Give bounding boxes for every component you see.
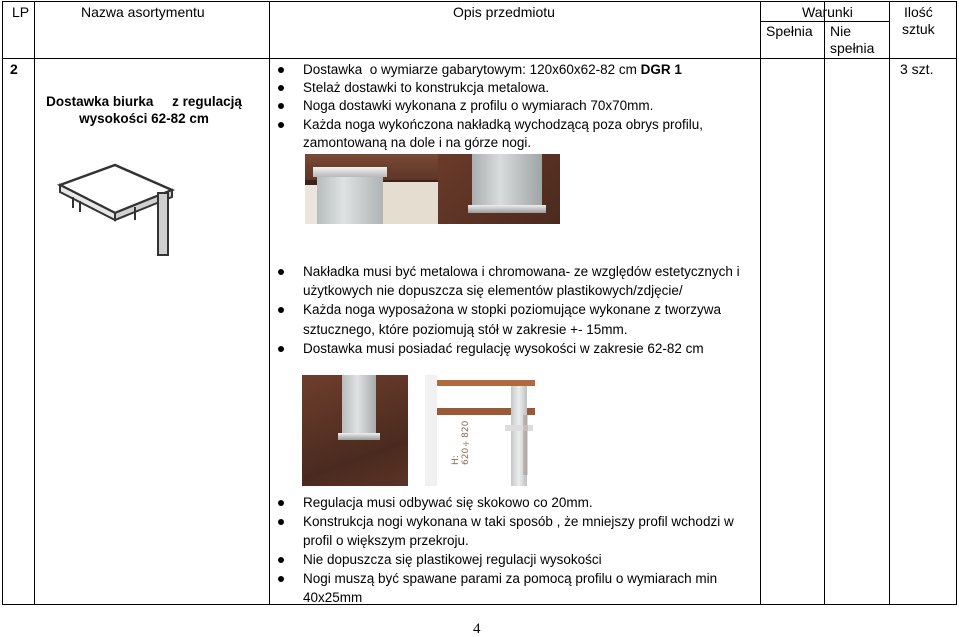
description-list-requirements: [278, 262, 768, 358]
table-border-left: [2, 1, 3, 605]
table-border-top: [2, 1, 957, 2]
list-item-bold: DGR 1: [640, 62, 682, 77]
description-list-basic: [278, 61, 748, 152]
leg-foot-photo-1: [438, 154, 560, 224]
list-item: Każda noga wyposażona w stopki poziomujące wykonane z tworzywa sztucznego, które poziomują stół w zakresie +- 15mm.: [278, 300, 768, 338]
list-item: Noga dostawki wykonana z profilu o wymiarach 70x70mm.: [278, 97, 748, 115]
header-description: Opis przedmiotu: [453, 4, 555, 20]
height-label: H: 620÷820: [451, 420, 471, 465]
header-meets: Spełnia: [766, 23, 813, 39]
leg-cap-photo-1: [305, 154, 438, 224]
header-not-meets-line2: spełnia: [830, 40, 875, 56]
header-quantity-line1: Ilość: [904, 4, 933, 20]
list-item: Stelaż dostawki to konstrukcja metalowa.: [278, 79, 748, 97]
list-item: Dostawka musi posiadać regulację wysokości w zakresie 62-82 cm: [278, 339, 768, 358]
header-conditions: Warunki: [802, 4, 853, 20]
item-name-line1: Dostawka biurka z regulacją: [46, 94, 242, 109]
row-quantity: 3 szt.: [900, 61, 934, 77]
description-list-adjustment: [278, 493, 748, 607]
header-not-meets-line1: Nie: [830, 23, 852, 39]
column-divider-lp: [34, 1, 35, 605]
header-bottom-line: [2, 58, 957, 59]
list-item: [278, 61, 748, 79]
column-divider-name: [269, 1, 270, 605]
header-quantity-line2: sztuk: [902, 21, 935, 37]
leg-floor-photo: [302, 375, 408, 486]
row-item-name: [30, 93, 258, 127]
table-diagram: [55, 160, 175, 260]
header-name: Nazwa asortymentu: [81, 4, 205, 20]
conditions-subheader-line: [761, 21, 889, 22]
list-item: Nogi muszą być spawane parami za pomocą profilu o wymiarach min 40x25mm: [278, 569, 748, 607]
page-number: 4: [473, 621, 481, 637]
list-item: Konstrukcja nogi wykonana w taki sposób , że mniejszy profil wchodzi w profil o większym przekroju.: [278, 512, 748, 550]
leg-adjustment-photo: [425, 375, 535, 486]
list-item: Regulacja musi odbywać się skokowo co 20mm.: [278, 493, 748, 512]
header-lp: LP: [12, 4, 30, 20]
list-item-text: Dostawka o wymiarze gabarytowym: 120x60x62-82 cm: [303, 62, 641, 77]
list-item: Nie dopuszcza się plastikowej regulacji wysokości: [278, 550, 748, 569]
column-divider-meets: [824, 1, 825, 605]
table-border-right: [956, 1, 957, 605]
row-lp: 2: [10, 61, 18, 77]
item-name-line2: wysokości 62-82 cm: [79, 111, 209, 126]
list-item: Każda noga wykończona nakładką wychodzącą poza obrys profilu, zamontowaną na dole i na górze nogi.: [278, 116, 748, 152]
list-item: Nakładka musi być metalowa i chromowana- ze względów estetycznych i użytkowych nie dopuszcza się elementów plastikowych/zdjęcie/: [278, 262, 768, 300]
column-divider-conditions: [889, 1, 890, 605]
